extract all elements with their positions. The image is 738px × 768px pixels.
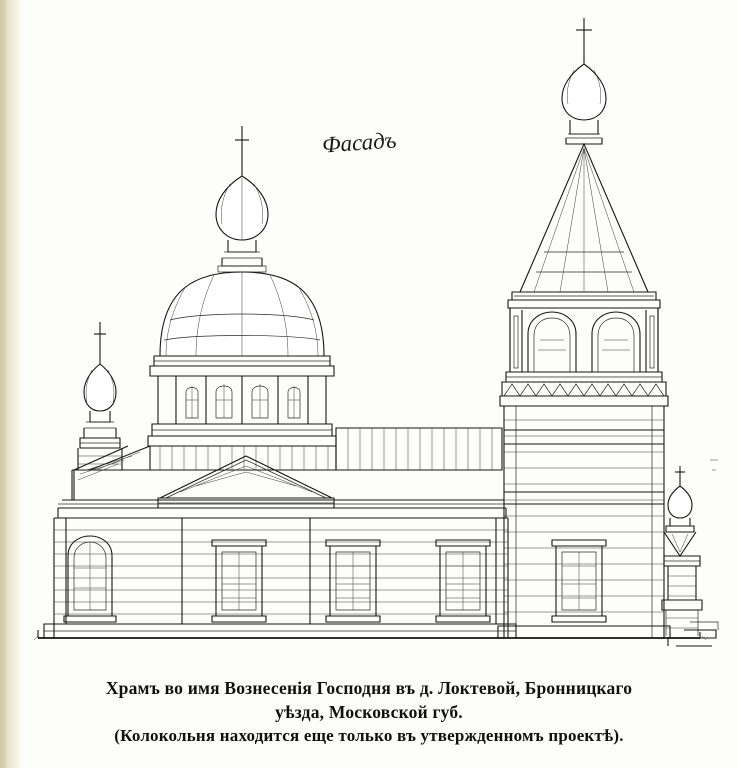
main-dome <box>148 126 336 446</box>
small-dome <box>78 322 122 470</box>
window-rect-3 <box>436 540 490 622</box>
window-rect-1 <box>212 540 266 622</box>
nave-roof <box>54 428 508 518</box>
window-row <box>64 536 606 622</box>
window-tower <box>552 540 606 622</box>
caption <box>0 676 738 748</box>
window-arched <box>64 536 116 622</box>
caption-line-2: уѣзда, Московской губ. <box>275 702 463 722</box>
main-wall <box>44 518 516 638</box>
caption-line-1: Храмъ во имя Вознесенія Господня въ д. Локтевой, Бронницкаго <box>105 678 633 698</box>
right-small-turret <box>662 466 718 646</box>
fasad-inscription: Фасадъ <box>321 127 398 158</box>
bell-tower <box>498 18 670 638</box>
caption-line-3: (Колокольня находится еще только въ утвержденномъ проектѣ). <box>114 726 624 745</box>
window-rect-2 <box>326 540 380 622</box>
